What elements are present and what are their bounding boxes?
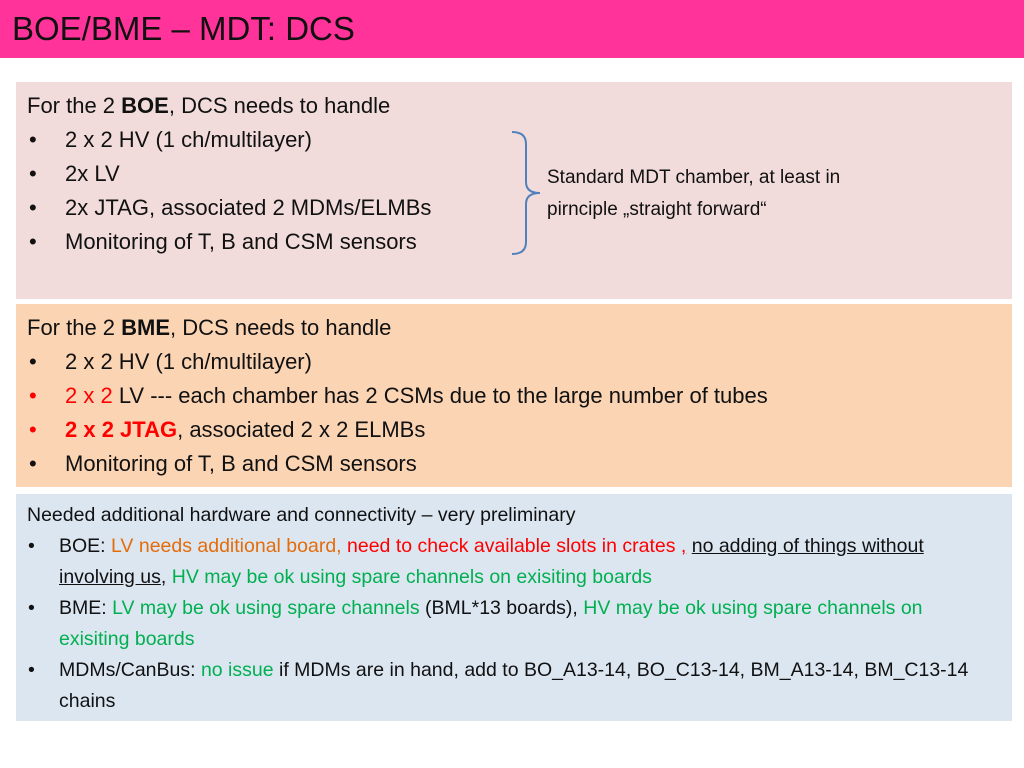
hardware-bme-label: BME: xyxy=(59,597,113,619)
bme-bullet-text: Monitoring of T, B and CSM sensors xyxy=(65,451,417,476)
boe-bullet-text: 2x JTAG, associated 2 MDMs/ELMBs xyxy=(65,195,432,220)
bullet-icon: • xyxy=(29,349,37,374)
boe-lead-suffix: , DCS needs to handle xyxy=(168,93,391,118)
bme-bullet-text xyxy=(65,379,768,413)
hardware-boe-text xyxy=(59,531,979,593)
bme-box xyxy=(16,304,1012,487)
hardware-bullet-list xyxy=(16,531,979,717)
hardware-boe-red-comma: , xyxy=(680,535,687,557)
bullet-icon: • xyxy=(29,229,37,254)
boe-bullet-text: Monitoring of T, B and CSM sensors xyxy=(65,229,417,254)
bullet-icon: • xyxy=(29,195,37,220)
bullet-icon: • xyxy=(29,383,37,408)
hardware-boe-comma: , xyxy=(160,566,172,588)
bme-bullet3-highlight: 2 x 2 JTAG xyxy=(65,417,178,442)
hardware-boe-underline: no adding of things without involving us xyxy=(59,535,924,588)
bme-bullet3-rest: , associated 2 x 2 ELMBs xyxy=(177,417,426,442)
boe-note-line1: Standard MDT chamber, at least in xyxy=(547,167,841,188)
hardware-mdm-green: no issue xyxy=(200,659,274,681)
hardware-mdm-rest: if MDMs are in hand, add to BO_A13-14, BO_C13-14, BM_A13-14, BM_C13-14 chains xyxy=(59,659,969,712)
bullet-icon: • xyxy=(28,659,35,681)
bullet-icon: • xyxy=(28,535,35,557)
bullet-icon: • xyxy=(29,451,37,476)
bme-bullet-text: 2 x 2 HV (1 ch/multilayer) xyxy=(65,349,312,374)
hardware-mdm-label: MDMs/CanBus: xyxy=(59,659,201,681)
hardware-bme-green2: HV may be ok using spare channels on exisiting boards xyxy=(59,597,923,650)
boe-bullet-text: 2x LV xyxy=(65,161,120,186)
right-brace-icon xyxy=(510,130,544,256)
bme-lead-suffix: , DCS needs to handle xyxy=(170,315,392,340)
hardware-boe-label: BOE: xyxy=(59,535,112,557)
list-item xyxy=(16,655,979,717)
bme-lead xyxy=(27,315,391,341)
list-item xyxy=(16,531,979,593)
boe-lead xyxy=(27,93,390,119)
bullet-icon: • xyxy=(29,127,37,152)
bme-lead-prefix: For the 2 xyxy=(27,315,122,340)
hardware-mdm-text xyxy=(59,655,979,717)
bme-bullet-text xyxy=(65,413,425,447)
hardware-box xyxy=(16,494,1012,721)
hardware-boe-red: need to check available slots in crates xyxy=(341,535,681,557)
bullet-icon: • xyxy=(29,161,37,186)
hardware-bme-text xyxy=(59,593,979,655)
boe-box xyxy=(16,82,1012,299)
title-bar xyxy=(0,0,1024,58)
boe-note-line2: pirnciple „straight forward“ xyxy=(547,199,767,220)
hardware-boe-orange: LV needs additional board, xyxy=(111,535,342,557)
hardware-lead: Needed additional hardware and connectivity – very preliminary xyxy=(27,504,576,526)
boe-lead-bold: BOE xyxy=(121,93,169,118)
hardware-boe-green: HV may be ok using spare channels on exisiting boards xyxy=(171,566,652,588)
bme-bullet2-highlight: 2 x 2 xyxy=(65,383,113,408)
hardware-bme-green1: LV may be ok using spare channels xyxy=(112,597,420,619)
list-item xyxy=(16,593,979,655)
bullet-icon: • xyxy=(29,417,37,442)
boe-lead-prefix: For the 2 xyxy=(27,93,122,118)
boe-side-note xyxy=(547,162,840,226)
hardware-bme-mid: (BML*13 boards), xyxy=(419,597,584,619)
bullet-icon: • xyxy=(28,597,35,619)
slide-title: BOE/BME – MDT: DCS xyxy=(12,10,355,47)
bme-bullet2-rest: LV --- each chamber has 2 CSMs due to the large number of tubes xyxy=(112,383,768,408)
bme-lead-bold: BME xyxy=(121,315,171,340)
boe-bullet-text: 2 x 2 HV (1 ch/multilayer) xyxy=(65,127,312,152)
